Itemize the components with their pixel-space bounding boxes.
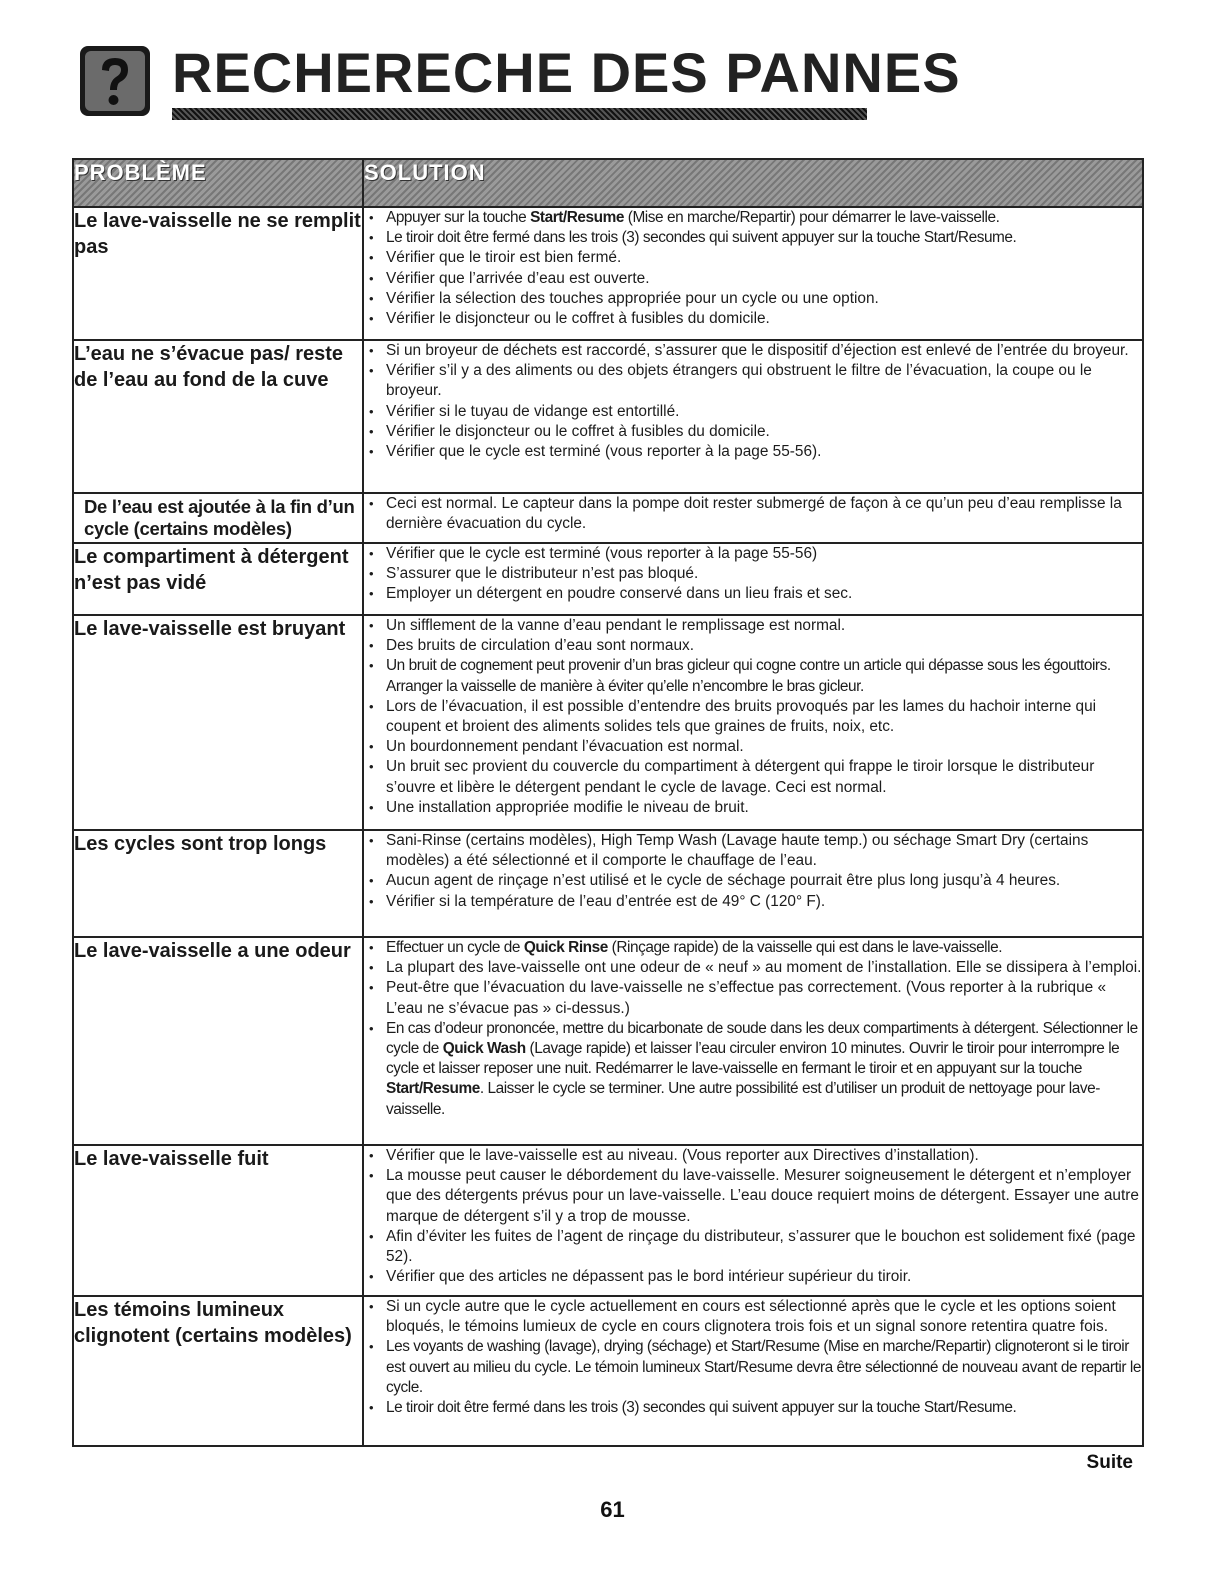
solution-item: • Vérifier que des articles ne dépassent pas le bord intérieur supérieur du tiroir. — [364, 1267, 1142, 1287]
solution-item: • Le tiroir doit être fermé dans les trois (3) secondes qui suivent appuyer sur la touche Start/Resume. — [364, 1398, 1142, 1418]
solution-item: • Aucun agent de rinçage n’est utilisé et le cycle de séchage pourrait être plus long jusqu’à 4 heures. — [364, 871, 1142, 891]
solution-cell — [363, 615, 1143, 830]
question-mark-icon — [80, 46, 150, 116]
problem-cell: Le compartiment à détergent n’est pas vidé — [73, 543, 363, 615]
solution-cell — [363, 493, 1143, 543]
problem-cell: L’eau ne s’évacue pas/ reste de l’eau au fond de la cuve — [73, 340, 363, 493]
table-row — [73, 340, 1143, 493]
solution-item: • Vérifier que le lave-vaisselle est au niveau. (Vous reporter aux Directives d’installation). — [364, 1146, 1142, 1166]
solution-item: • Un bruit de cognement peut provenir d’un bras gicleur qui cogne contre un article qui dépasse sous les égouttoirs. Arranger la vaisselle de manière à éviter qu’elle n’encombre le bras gicleur. — [364, 656, 1142, 696]
table-row — [73, 937, 1143, 1145]
problem-cell: Les témoins lumineux clignotent (certains modèles) — [73, 1296, 363, 1446]
solution-item: • Vérifier le disjoncteur ou le coffret à fusibles du domicile. — [364, 309, 1142, 329]
solution-item: • Si un cycle autre que le cycle actuellement en cours est sélectionné après que le cycle et les options soient bloqués, le témoins lumieux de cycle en cours clignotera trois fois et un signal sonore retentira quatre fois. — [364, 1297, 1142, 1337]
problem-cell: Le lave-vaisselle est bruyant — [73, 615, 363, 830]
table-row — [73, 207, 1143, 340]
solution-item: • Afin d’éviter les fuites de l’agent de rinçage du distributeur, s’assurer que le bouchon est solidement fixé (page 52). — [364, 1227, 1142, 1267]
solution-item: • Sani-Rinse (certains modèles), High Temp Wash (Lavage haute temp.) ou séchage Smart Dry (certains modèles) a été sélectionné et il comporte le chauffage de l’eau. — [364, 831, 1142, 871]
solution-cell — [363, 207, 1143, 340]
solution-cell — [363, 543, 1143, 615]
solution-item: • Employer un détergent en poudre conservé dans un lieu frais et sec. — [364, 584, 1142, 604]
solution-item: • Les voyants de washing (lavage), drying (séchage) et Start/Resume (Mise en marche/Repartir) clignoteront si le tiroir est ouvert au milieu du cycle. Le témoin lumineux Start/Resume devra être sélectionné de nouveau avant de repartir le cycle. — [364, 1337, 1142, 1398]
page-header — [80, 38, 961, 118]
solution-item: • Si un broyeur de déchets est raccordé, s’assurer que le dispositif d’éjection est enlevé de l’entrée du broyeur. — [364, 341, 1142, 361]
problem-cell: Le lave-vaisselle a une odeur — [73, 937, 363, 1145]
solution-cell — [363, 1296, 1143, 1446]
column-header-solution: SOLUTION — [363, 159, 1143, 207]
solution-item: • Une installation appropriée modifie le niveau de bruit. — [364, 798, 1142, 818]
page-number: 61 — [600, 1497, 625, 1522]
solution-item: • Un bruit sec provient du couvercle du compartiment à détergent qui frappe le tiroir lorsque le distributeur s’ouvre et libère le détergent pendant le cycle de lavage. Ceci est normal. — [364, 757, 1142, 797]
solution-item: • Vérifier si la température de l’eau d’entrée est de 49° C (120° F). — [364, 892, 1142, 912]
solution-item: • La plupart des lave-vaisselle ont une odeur de « neuf » au moment de l’installation. Elle se dissipera à l’emploi. — [364, 958, 1142, 978]
solution-item: • Peut-être que l’évacuation du lave-vaisselle ne s’effectue pas correctement. (Vous reporter à la rubrique « L’eau ne s’évacue pas » ci-dessus.) — [364, 978, 1142, 1018]
table-row — [73, 493, 1143, 543]
solution-item: • S’assurer que le distributeur n’est pas bloqué. — [364, 564, 1142, 584]
table-header-row — [73, 159, 1143, 207]
solution-item: • Vérifier que le cycle est terminé (vous reporter à la page 55-56). — [364, 442, 1142, 462]
solution-item: • Vérifier le disjoncteur ou le coffret à fusibles du domicile. — [364, 422, 1142, 442]
table-row — [73, 1145, 1143, 1296]
title-underline — [172, 108, 867, 120]
solution-item: • La mousse peut causer le débordement du lave-vaisselle. Mesurer soigneusement le détergent et n’employer que des détergents prévus pour un lave-vaisselle. L’eau douce requiert moins de détergent. Essayer une autre marque de détergent s’il y a trop de mousse. — [364, 1166, 1142, 1227]
solution-item: • Des bruits de circulation d’eau sont normaux. — [364, 636, 1142, 656]
solution-item: • Appuyer sur la touche Start/Resume (Mise en marche/Repartir) pour démarrer le lave-vaisselle. — [364, 208, 1142, 228]
solution-item: • Un bourdonnement pendant l’évacuation est normal. — [364, 737, 1142, 757]
table-row — [73, 830, 1143, 937]
problem-cell: Le lave-vaisselle fuit — [73, 1145, 363, 1296]
solution-item: • Lors de l’évacuation, il est possible d’entendre des bruits provoqués par les lames du hachoir interne qui coupent et broient des aliments solides tels que graines de fruits, noix, etc. — [364, 697, 1142, 737]
solution-item: • Effectuer un cycle de Quick Rinse (Rinçage rapide) de la vaisselle qui est dans le lave-vaisselle. — [364, 938, 1142, 958]
solution-item: • Vérifier que le tiroir est bien fermé. — [364, 248, 1142, 268]
solution-item: • Vérifier que le cycle est terminé (vous reporter à la page 55-56) — [364, 544, 1142, 564]
troubleshooting-table — [72, 158, 1144, 1447]
solution-cell — [363, 937, 1143, 1145]
solution-item: • Vérifier s’il y a des aliments ou des objets étrangers qui obstruent le filtre de l’évacuation, la coupe ou le broyeur. — [364, 361, 1142, 401]
column-header-problem: PROBLÈME — [73, 159, 363, 207]
solution-item: • Vérifier la sélection des touches appropriée pour un cycle ou une option. — [364, 289, 1142, 309]
table-row — [73, 1296, 1143, 1446]
solution-item: • Le tiroir doit être fermé dans les trois (3) secondes qui suivent appuyer sur la touche Start/Resume. — [364, 228, 1142, 248]
table-row — [73, 543, 1143, 615]
solution-cell — [363, 830, 1143, 937]
problem-cell: Les cycles sont trop longs — [73, 830, 363, 937]
problem-cell: Le lave-vaisselle ne se remplit pas — [73, 207, 363, 340]
table-row — [73, 615, 1143, 830]
continued-label: Suite — [1086, 1452, 1133, 1473]
problem-cell: De l’eau est ajoutée à la fin d’un cycle (certains modèles) — [73, 493, 363, 543]
solution-item: • Un sifflement de la vanne d’eau pendant le remplissage est normal. — [364, 616, 1142, 636]
solution-cell — [363, 1145, 1143, 1296]
page-title: RECHERECHE DES PANNES — [172, 41, 961, 104]
solution-item: • Ceci est normal. Le capteur dans la pompe doit rester submergé de façon à ce qu’un peu d’eau remplisse la dernière évacuation du cycle. — [364, 494, 1142, 534]
solution-item: • En cas d’odeur prononcée, mettre du bicarbonate de soude dans les deux compartiments à détergent. Sélectionner le cycle de Quick Wash (Lavage rapide) et laisser l’eau circuler environ 10 minutes. Ouvrir le tiroir pour interrompre le cycle et laisser reposer une nuit. Redémarrer le lave-vaisselle en fermant le tiroir et en appuyant sur la touche Start/Resume. Laisser le cycle se terminer. Une autre possibilité est d’utiliser un produit de nettoyage pour lave-vaisselle. — [364, 1019, 1142, 1120]
solution-item: • Vérifier que l’arrivée d’eau est ouverte. — [364, 269, 1142, 289]
solution-cell — [363, 340, 1143, 493]
solution-item: • Vérifier si le tuyau de vidange est entortillé. — [364, 402, 1142, 422]
